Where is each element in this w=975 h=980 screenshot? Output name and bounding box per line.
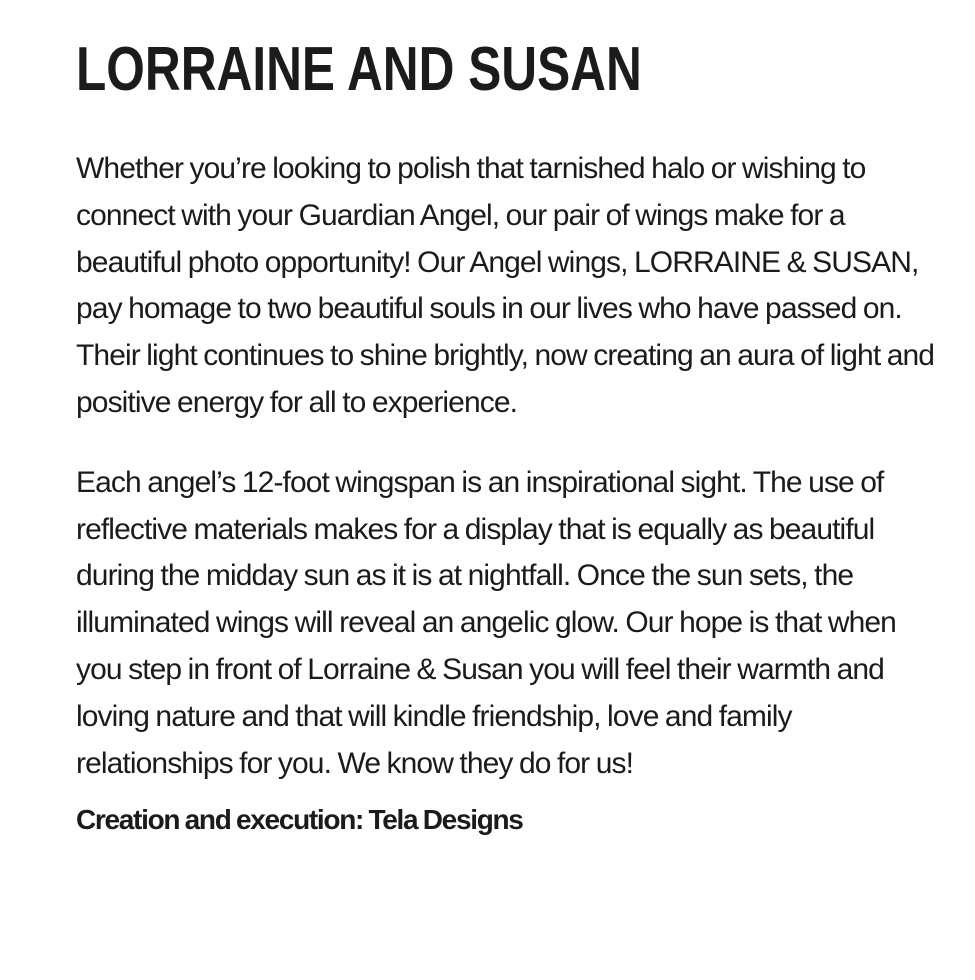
credit-line: Creation and execution: Tela Designs xyxy=(76,804,523,836)
intro-paragraph: Whether you’re looking to polish that tarnished halo or wishing to connect with your Guardian Angel, our pair of wings make for a beautiful photo opportunity! Our Angel wings, LORRAINE & SUSAN, pay homage to two beautiful souls in our lives who have passed on. Their light continues to shine brightly, now creating an aura of light and positive energy for all to experience. xyxy=(76,152,935,419)
page-title: LORRAINE AND SUSAN xyxy=(76,35,642,104)
description-paragraph: Each angel’s 12-foot wingspan is an inspirational sight. The use of reflective materials makes for a display that is equally as beautiful during the midday sun as it is at nightfall. Once the sun sets, the illuminated wings will reveal an angelic glow. Our hope is that when you step in front of Lorraine & Susan you will feel their warmth and loving nature and that will kindle friendship, love and family relationships for you. We know they do for us! xyxy=(76,465,896,780)
document-body xyxy=(76,30,936,843)
